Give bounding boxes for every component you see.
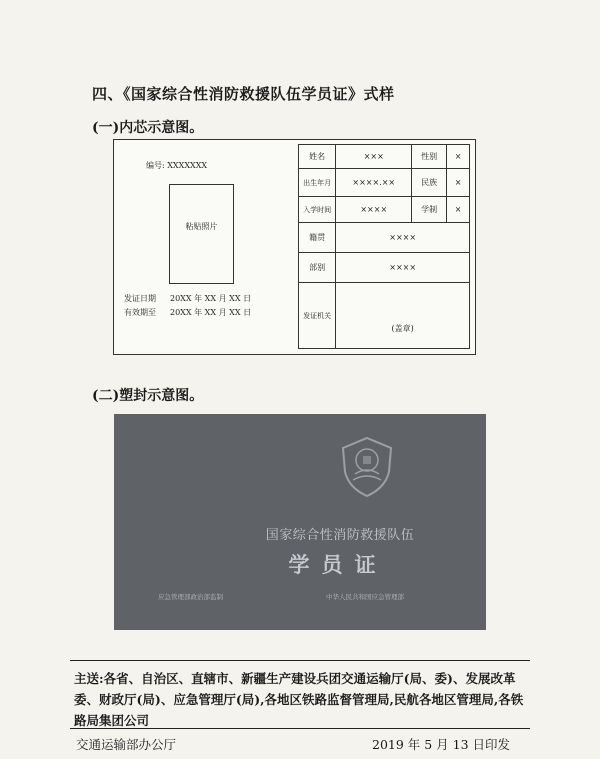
cover-heading: (二)塑封示意图。 bbox=[92, 388, 204, 404]
issuing-office: 交通运输部办公厅 bbox=[76, 737, 177, 752]
birth-value: ××××.×× bbox=[336, 169, 412, 197]
ethnic-value: × bbox=[447, 169, 470, 197]
enroll-label: 入学时间 bbox=[299, 197, 336, 223]
issue-date-value: 20XX 年 XX 月 XX 日 bbox=[170, 294, 252, 303]
section-heading: 四、《国家综合性消防救援队伍学员证》式样 bbox=[92, 85, 395, 103]
photo-label: 粘贴照片 bbox=[185, 222, 218, 231]
name-value: ××× bbox=[336, 145, 412, 169]
info-table bbox=[298, 144, 470, 349]
issue-date-label: 发证日期 bbox=[124, 294, 156, 303]
birth-label: 出生年月 bbox=[299, 169, 336, 197]
origin-label: 籍贯 bbox=[299, 223, 336, 253]
gender-value: × bbox=[447, 145, 470, 169]
name-label: 姓名 bbox=[299, 145, 336, 169]
serial-number: 编号: XXXXXXX bbox=[146, 161, 208, 170]
cover-org-name: 国家综合性消防救援队伍 bbox=[265, 528, 415, 543]
gender-label: 性别 bbox=[412, 145, 447, 169]
fire-rescue-emblem-icon bbox=[339, 436, 395, 498]
origin-value: ×××× bbox=[336, 223, 470, 253]
divider-bottom bbox=[70, 728, 530, 729]
term-value: × bbox=[447, 197, 470, 223]
cover-footer-left: 应急管理部政治部监制 bbox=[158, 593, 223, 601]
send-to-list: 主送:各省、自治区、直辖市、新疆生产建设兵团交通运输厅(局、委)、发展改革委、财政厅(局)、应急管理厅(局),各地区铁路监督管理局,民航各地区管理局,各铁路局集团公司 bbox=[74, 671, 524, 728]
cover-footer-right: 中华人民共和国应急管理部 bbox=[326, 593, 404, 601]
inner-heading: (一)内芯示意图。 bbox=[92, 120, 204, 136]
cover-title: 学员证 bbox=[288, 552, 388, 577]
enroll-value: ×××× bbox=[336, 197, 412, 223]
unit-value: ×××× bbox=[336, 253, 470, 283]
issuer-label: 发证机关 bbox=[299, 283, 336, 349]
term-label: 学制 bbox=[412, 197, 447, 223]
ethnic-label: 民族 bbox=[412, 169, 447, 197]
valid-date-value: 20XX 年 XX 月 XX 日 bbox=[170, 308, 252, 317]
id-card-cover bbox=[114, 414, 486, 630]
divider-top bbox=[70, 660, 530, 661]
photo-placeholder bbox=[169, 184, 234, 284]
issuer-seal: (盖章) bbox=[336, 283, 470, 349]
print-date: 2019 年 5 月 13 日印发 bbox=[372, 737, 511, 752]
id-card-inner bbox=[113, 139, 476, 355]
unit-label: 部别 bbox=[299, 253, 336, 283]
valid-date-label: 有效期至 bbox=[124, 308, 156, 317]
